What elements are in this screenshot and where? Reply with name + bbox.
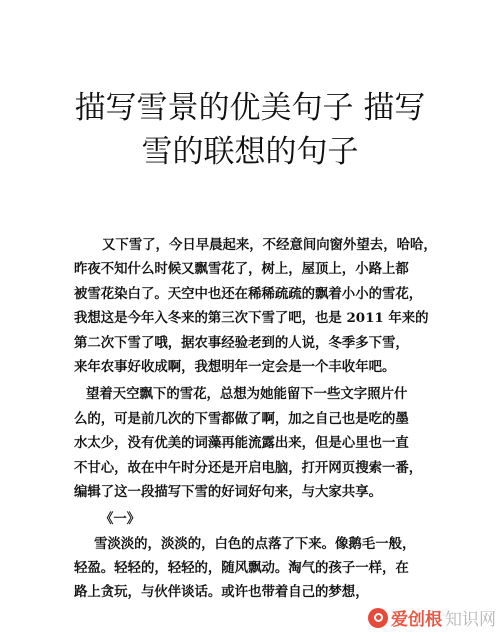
site-watermark	[368, 605, 496, 630]
paragraph-line: 昨夜不知什么时候又飘雪花了，树上，屋顶上，小路上都	[74, 261, 409, 278]
title-line-1: 描写雪景的优美句子 描写	[74, 90, 426, 126]
title-line-2: 雪的联想的句子	[141, 134, 359, 170]
paragraph-line: 第二次下雪了哦，据农事经验老到的人说，冬季多下雪，	[74, 334, 409, 351]
paragraph-line: 雪淡淡的，淡淡的，白色的点落了下来。像鹅毛一般，	[94, 535, 416, 552]
paragraph-line: 被雪花染白了。天空中也还在稀稀疏疏的飘着小小的雪花，	[74, 285, 423, 302]
page-title	[40, 86, 460, 174]
paragraph-line: 路上贪玩，与伙伴谈话。或许也带着自己的梦想，	[74, 584, 369, 601]
brand-logo-icon	[368, 608, 388, 628]
paragraph-line: 我想这是今年入冬来的第三次下雪了吧，也是 2011 年来的	[74, 310, 429, 327]
paragraph-line: 来年农事好收成啊，我想明年一定会是一个丰收年吧。	[74, 358, 396, 375]
section-heading: 《一》	[100, 511, 141, 528]
paragraph-line: 望着天空飘下的雪花，总想为她能留下一些文字照片什	[86, 386, 408, 403]
paragraph-line: 水太少，没有优美的词藻再能流露出来，但是心里也一直	[74, 435, 409, 452]
watermark-brand: 爱创根	[391, 610, 442, 630]
paragraph-line: 编辑了这一段描写下雪的好词好句来，与大家共享。	[74, 483, 382, 500]
paragraph-line: 又下雪了，今日早晨起来，不经意间向窗外望去，哈哈，	[102, 237, 437, 253]
watermark-site: 知识网	[445, 610, 496, 630]
article-body	[74, 233, 444, 605]
paragraph-line: 不甘心，故在中午时分还是开启电脑，打开网页搜索一番，	[74, 459, 423, 476]
paragraph-line: 么的，可是前几次的下雪都做了啊，加之自己也是吃的墨	[74, 410, 409, 427]
paragraph-line: 轻盈。轻轻的，轻轻的，随风飘动。淘气的孩子一样，在	[74, 560, 409, 577]
